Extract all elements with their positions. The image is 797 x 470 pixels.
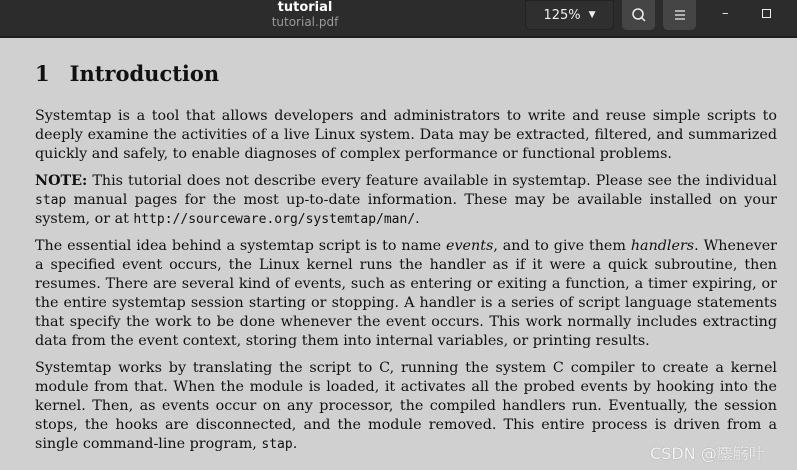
note-label: NOTE:: [35, 173, 88, 189]
minimize-button[interactable]: –: [722, 6, 729, 21]
emphasis: handlers: [630, 238, 695, 254]
hamburger-icon: [674, 9, 686, 21]
search-button[interactable]: [622, 0, 655, 30]
url: http://sourceware.org/systemtap/man/: [133, 212, 416, 227]
code: stap: [261, 437, 293, 452]
text: The essential idea behind a systemtap script is to name: [35, 238, 447, 254]
pdf-page: [35, 40, 777, 462]
menu-button[interactable]: [663, 0, 696, 30]
paragraph-1: Systemtap is a tool that allows developers and administrators to write and reuse simple scripts to deeply examine the activities of a live Linux system. Data may be extracted, filtered, and summarized quickly and safely, to enable diagnoses of complex performance or functional problems.: [35, 108, 777, 162]
text: This tutorial does not describe every feature available in systemtap. Please see the individual: [87, 173, 777, 189]
paragraph-3: [35, 237, 777, 351]
paragraph-note: [35, 172, 777, 229]
maximize-button[interactable]: [762, 9, 771, 18]
text: , and to give them: [493, 238, 631, 254]
search-icon: [631, 7, 647, 23]
text: manual pages for the most up-to-date information. These may be available installed on your system, or at: [35, 192, 777, 227]
zoom-level: 125%: [543, 7, 581, 23]
paragraph-4: [35, 359, 777, 454]
section-number: 1: [35, 61, 50, 86]
watermark: CSDN @鏖觞叶: [650, 444, 765, 463]
text: . Whenever a specified event occurs, the Linux kernel runs the handler as if it were a quick subroutine, then resumes. There are several kind of events, such as entering or exiting a function, a timer expiring, or the entire systemtap session starting or stopping. A handler is a series of script language statements that specify the work to be done whenever the event occurs. This work normally includes extracting data from the event context, storing them into internal variables, or printing results.: [35, 238, 777, 349]
section-heading: [35, 61, 777, 86]
code: stap: [35, 193, 67, 208]
text: Systemtap works by translating the script to C, running the system C compiler to create a kernel module from that. When the module is loaded, it activates all the probed events by hooking into the kernel. Then, as events occur on any processor, the compiled handlers run. Eventually, the session stops, the hooks are disconnected, and the module removed. This entire process is driven from a single command-line program,: [35, 360, 777, 452]
text: .: [292, 436, 298, 452]
document-title: tutorial: [277, 0, 333, 15]
document-filename: tutorial.pdf: [271, 15, 339, 29]
zoom-dropdown[interactable]: [525, 0, 614, 30]
header-bar: [0, 0, 797, 38]
section-title: Introduction: [69, 61, 220, 86]
text: .: [415, 211, 420, 227]
emphasis: events: [446, 238, 494, 254]
chevron-down-icon: ▼: [588, 10, 596, 20]
